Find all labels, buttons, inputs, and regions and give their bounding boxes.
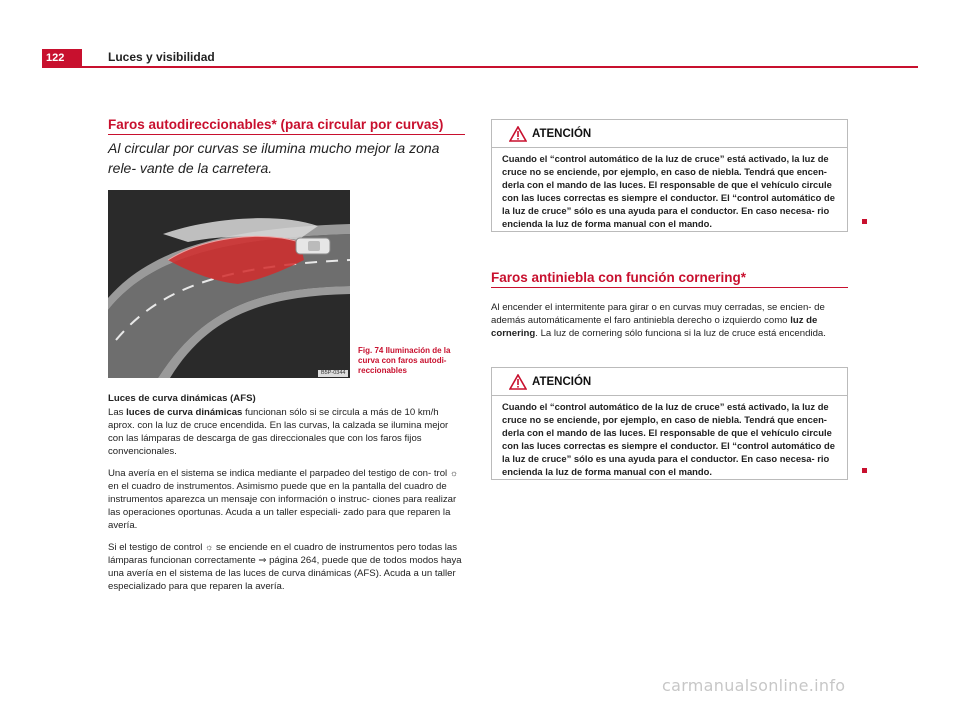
section-heading-cornering: Faros antiniebla con función cornering* xyxy=(491,270,747,285)
p2-text-a: Una avería en el sistema se indica mediante el parpadeo del testigo de con- trol xyxy=(108,468,450,479)
page-number: 122 xyxy=(42,49,82,67)
cornering-text-c: . La luz de cornering sólo funciona si la luz de cruce está encendida. xyxy=(535,328,826,339)
warning-box-1 xyxy=(491,119,848,232)
p1-text-a: Las xyxy=(108,407,127,418)
cornering-paragraph xyxy=(491,301,847,349)
end-marker xyxy=(862,219,867,224)
heading-underline xyxy=(491,287,848,288)
warning-lamp-icon: ☼ xyxy=(449,468,459,478)
warning-box-2 xyxy=(491,367,848,480)
warning-title: ATENCIÓN xyxy=(532,376,592,388)
warning-divider xyxy=(492,395,847,396)
cornering-term: luz de cornering xyxy=(491,315,818,339)
left-body xyxy=(108,392,464,602)
figure-curve-illustration xyxy=(108,190,350,378)
paragraph-afs-2 xyxy=(108,467,464,532)
warning-divider xyxy=(492,147,847,148)
warning-triangle-icon xyxy=(509,126,527,142)
cornering-text-a: Al encender el intermitente para girar o en curvas muy cerradas, se encien- de además automáticamente el faro antiniebla derecho o izquierdo como xyxy=(491,302,825,326)
p1-text-c: funcionan sólo si se circula a más de 10 km/h aprox. con la luz de cruce encendida. En las curvas, la calzada se ilumina mejor con las lámparas de descarga de gas direccionales que con los faros fijos convencionales. xyxy=(108,407,449,457)
end-marker xyxy=(862,468,867,473)
p3-text-b: se enciende en el cuadro de instrumentos pero todas las lámparas funcionan correctamente ⇒ página 264, puede que de todos modos haya una avería en el sistema de las luces de curva dinámicas (AFS). Acuda a un taller especializado para que reparen la avería. xyxy=(108,542,462,592)
section-heading-afs: Faros autodireccionables* (para circular por curvas) xyxy=(108,117,444,132)
warning-text: Cuando el “control automático de la luz de cruce” está activado, la luz de cruce no se enciende, por ejemplo, en caso de niebla. Tendrá que encen- derla con el mando de las luces. El responsable de que el vehículo circule con las luces correctas es siempre el conductor. El “control automático de la luz de cruce” sólo es una ayuda para el conductor. En caso necesa- rio encienda la luz de forma manual con el mando. xyxy=(502,153,835,229)
p2-text-b: en el cuadro de instrumentos. Asimismo puede que en la pantalla del cuadro de instrumentos aparezca un mensaje con información o instruc- ciones para realizar las operaciones oportunas. Acuda a un taller especiali- zado para que reparen la avería. xyxy=(108,481,457,531)
figure-code: B5P-0344 xyxy=(318,370,348,377)
warning-triangle-icon xyxy=(509,374,527,390)
header-rule xyxy=(42,66,918,68)
warning-lamp-icon: ☼ xyxy=(205,542,214,552)
heading-underline xyxy=(108,134,465,135)
paragraph-afs-1 xyxy=(108,406,464,458)
paragraph-afs-3 xyxy=(108,541,464,593)
warning-title: ATENCIÓN xyxy=(532,128,592,140)
warning-text: Cuando el “control automático de la luz de cruce” está activado, la luz de cruce no se enciende, por ejemplo, en caso de niebla. Tendrá que encen- derla con el mando de las luces. El responsable de que el vehículo circule con las luces correctas es siempre el conductor. El “control automático de la luz de cruce” sólo es una ayuda para el conductor. En caso necesa- rio encienda la luz de forma manual con el mando. xyxy=(502,401,835,477)
subheading-afs: Luces de curva dinámicas (AFS) xyxy=(108,393,256,404)
section-title: Luces y visibilidad xyxy=(108,50,215,64)
figure-caption: Fig. 74 Iluminación de la curva con faros autodi- reccionables xyxy=(358,346,451,375)
curve-illustration xyxy=(108,190,350,378)
p1-term: luces de curva dinámicas xyxy=(126,407,243,418)
p3-text-a: Si el testigo de control xyxy=(108,542,206,553)
watermark: carmanualsonline.info xyxy=(662,676,846,695)
lead-text: Al circular por curvas se ilumina mucho mejor la zona rele- vante de la carretera. xyxy=(108,140,440,176)
